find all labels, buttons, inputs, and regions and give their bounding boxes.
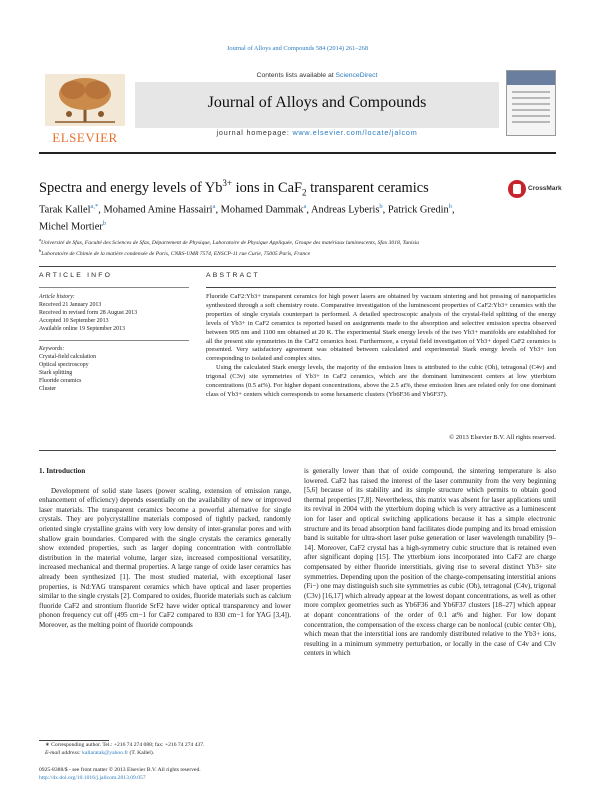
corresponding-author-note: ∗ Corresponding author. Tel.: +216 74 274 088; fax: +216 74 274 437. <box>45 742 205 748</box>
journal-cover-thumbnail[interactable] <box>506 70 556 136</box>
author-name[interactable]: Patrick Gredin <box>387 204 449 216</box>
copyright-notice: © 2013 Elsevier B.V. All rights reserved. <box>449 434 556 441</box>
abstract-paragraph-2: Using the calculated Stark energy levels, the majority of the emission lines is attributed to the cubic (Oh), tetragonal (C4v) and trigonal (C3v) site symmetries of Yb3+ in CaF2 ceramics, which are the dominant luminescent centers at low ytterbium concentrations (0.5 at%). For higher dopant concentrations, above the 2.5 at%, these emission lines are related only for one dominant class of Yb3+ centers which corresponds to some hexameric clusters (Yb6F36 and Yb6F37). <box>206 364 556 398</box>
body-paragraph-continued: is generally lower than that of oxide compound, the sintering temperature is also lowered. CaF2 has raised the interest of the laser community from the very beginning [5,6] because of its stability and its simple structure which permits to obtain good thermal properties [7,8]. Nevertheless, this matrix was absent for laser applications until its revival in 2004 with the ytterbium doping which is very attractive as a luminescent ion for laser and optical switching applications because it has a simple electronic structure and its broad absorption band facilitates diode pumping and its broad emission band is suitable for ultra-short laser pulse generation or laser wavelength tunability [9–14]. Moreover, CaF2 crystal has a high-symmetry cubic structure that is retained even after significant doping [15]. The ytterbium ions incorporated into CaF2 are charge compensated by either fluoride interstitials, giving rise to several distinct Yb3+ site symmetries. Depending upon the position of the charge-compensating interstitial anions (Fi−) one may distinguish such site symmetries as cubic (Oh), tetragonal (C4v), trigonal (C3v) [16,17] which already appear at the lowest dopant concentrations, as well as other more complex geometries such as Yb6F36 and Yb6F37 clusters [18–27] which appear at dopant concentrations of the order of 0.1 at% and higher. For low dopant concentration, the compensation of the excess charge can be nonlocal (cubic center Oh), which mean that the interstitial ions are randomly distributed relative to the Yb3+ ions, resulting in a minimum symmetry perturbation, or locally in the case of C4v and C3v centers in which <box>304 467 556 658</box>
author-name[interactable]: Andreas Lyberis <box>311 204 380 216</box>
body-column-right <box>304 467 556 659</box>
masthead-rule <box>39 152 556 154</box>
elsevier-tree-icon <box>45 74 125 126</box>
homepage-link[interactable]: www.elsevier.com/locate/jalcom <box>292 128 418 137</box>
author-affiliation-mark[interactable]: a <box>303 203 307 210</box>
author-affiliation-mark[interactable]: a <box>212 203 216 210</box>
homepage-line: journal homepage: www.elsevier.com/locate/jalcom <box>216 128 418 137</box>
crossmark-icon <box>508 180 526 198</box>
article-history <box>39 293 189 333</box>
author-list <box>39 200 556 235</box>
author-name[interactable]: Mohamed Amine Hassairi <box>103 204 213 216</box>
author-affiliation-mark[interactable]: b <box>448 203 452 210</box>
keyword-item: Optical spectroscopy <box>39 362 89 368</box>
info-rule-1 <box>39 287 189 288</box>
history-item: Received in revised form 28 August 2013 <box>39 310 138 316</box>
abstract-rule <box>206 287 556 288</box>
journal-title: Journal of Alloys and Compounds <box>207 94 427 111</box>
author-separator: , <box>98 204 104 216</box>
section-title-introduction: 1. Introduction <box>39 467 86 475</box>
keyword-item: Crystal-field calculation <box>39 354 97 360</box>
abstract-heading: ABSTRACT <box>206 272 260 279</box>
journal-title-box <box>135 70 499 150</box>
abstract-paragraph-1: Fluoride CaF2:Yb3+ transparent ceramics for high power lasers are obtained by vacuum sintering and hot pressing of nanoparticles synthesized through a soft chemistry route. Comparative investigation of the luminescent properties of CaF2:Yb3+ ceramics with the properties of single crystals counterpart is performed. A detailed spectroscopic analysis of the crystal-field splitting of the energy levels of Yb3+ in CaF2 ceramics is reported based on assignments made to the absorption and selective emission spectra observed between 905 nm and 1100 nm obtained at 20 K. The experimental Stark energy levels of the two Yb3+ manifolds are established for all the present site symmetries in the CaF2 ceramics host. Furthermore, a crystal field investigation of Yb3+ doped CaF2 ceramics is presented. Very satisfactory agreement was obtained between calculated and experimental Stark energy levels of Yb3+ ion corresponding to isolated and complex sites. <box>206 293 556 363</box>
author-affiliation-mark[interactable]: b <box>379 203 383 210</box>
keyword-item: Stark splitting <box>39 370 73 376</box>
paper-title: Spectra and energy levels of $Yb^{3+}$ ions in CaF$_2$ transparent ceramics <box>39 178 429 198</box>
affiliation-line <box>39 247 556 258</box>
info-top-rule <box>39 266 556 267</box>
keyword-item: Fluoride ceramics <box>39 378 82 384</box>
author-name[interactable]: Tarak Kallel <box>39 204 91 216</box>
body-top-rule <box>39 450 556 451</box>
author-name[interactable]: Mohamed Dammak <box>220 204 304 216</box>
affiliation-line <box>39 236 556 247</box>
crossmark-label: CrossMark <box>528 185 562 192</box>
author-separator: , <box>382 204 388 216</box>
journal-masthead <box>39 70 556 152</box>
sciencedirect-link[interactable]: ScienceDirect <box>335 72 378 79</box>
author-separator: , <box>451 204 455 216</box>
keywords <box>39 345 189 393</box>
history-item: Received 21 January 2013 <box>39 302 102 308</box>
email-note: E-mail address: kallaratak@yahoo.fr (T. Kallel). <box>45 749 155 756</box>
cover-strip <box>507 71 555 85</box>
author-affiliation-mark[interactable]: b <box>102 220 107 228</box>
author-separator: , <box>306 204 311 216</box>
affiliation-text: Université de Sfax, Faculté des Sciences de Sfax, Département de Physique, Laboratoire de Physique Appliquée, Groupe des matériaux luminescents, Sfax 3018, Tunisia <box>41 239 420 246</box>
keywords-label: Keywords: <box>39 346 65 352</box>
contents-line: Contents lists available at ScienceDirect <box>256 72 378 79</box>
journal-reference[interactable]: Journal of Alloys and Compounds 584 (2014) 261–268 <box>226 45 369 52</box>
history-item: Available online 19 September 2013 <box>39 326 125 332</box>
crossmark-badge[interactable] <box>508 180 562 200</box>
cover-lines <box>512 91 550 127</box>
footnote-rule <box>39 740 109 741</box>
footnotes <box>39 742 289 757</box>
issn-line: 0925-8388/$ - see front matter © 2013 Elsevier B.V. All rights reserved. <box>39 767 201 773</box>
author-affiliation-mark[interactable]: a,* <box>90 203 99 210</box>
history-item: Accepted 10 September 2013 <box>39 318 109 324</box>
doi-link[interactable]: http://dx.doi.org/10.1016/j.jallcom.2013.09.057 <box>39 775 146 781</box>
elsevier-logo[interactable] <box>39 70 131 150</box>
author-name[interactable]: Michel Mortier <box>39 221 103 233</box>
affiliations <box>39 236 556 258</box>
article-identifiers <box>39 766 299 782</box>
abstract-body <box>206 293 556 400</box>
publisher-name: ELSEVIER <box>52 130 118 145</box>
body-paragraph: Development of solid state lasers (power scaling, extension of emission range, enhancement of efficiency) depends essentially on the availability of new or improved laser materials. The transparent ceramics become a powerful alternative for single crystals. They are polycrystalline materials composed of tightly packed, randomly oriented single crystalline grains with very low density of inter-granular pores and with shallow grain boundaries. Compared with the single crystals the ceramics generally show extended properties, such as larger doping concentration with controllable distribution in the material volume, larger size, increased compositional versatility, increased mechanical and thermal properties. A large range of oxide laser ceramics has already been synthesized [1]. The most studied material, with exceptional laser properties, is Nd:YAG transparent ceramics which have optical and laser properties similar to the single crystals [2]. Compared to oxides, fluoride materials such as calcium fluoride CaF2 and strontium fluoride SrF2 have wider optical transparency and lower phonon frequency cut off (495 cm−1 for CaF2 compared to 830 cm−1 for YAG [3,4]). Moreover, as the melting point of fluoride compounds <box>39 486 291 629</box>
article-info-heading: ARTICLE INFO <box>39 272 113 279</box>
keyword-item: Cluster <box>39 386 57 392</box>
author-separator: , <box>215 204 221 216</box>
affiliation-text: Laboratoire de Chimie de la matière condensée de Paris, CNRS-UMR 7574, ENSCP-11 rue Curie, 75005 Paris, France <box>41 250 311 257</box>
email-link[interactable]: kallaratak@yahoo.fr <box>82 749 129 756</box>
body-column-left <box>39 467 291 631</box>
affiliation-mark: a <box>39 237 41 242</box>
info-rule-2 <box>39 340 189 341</box>
affiliation-mark: b <box>39 247 42 253</box>
history-label: Article history: <box>39 294 75 300</box>
